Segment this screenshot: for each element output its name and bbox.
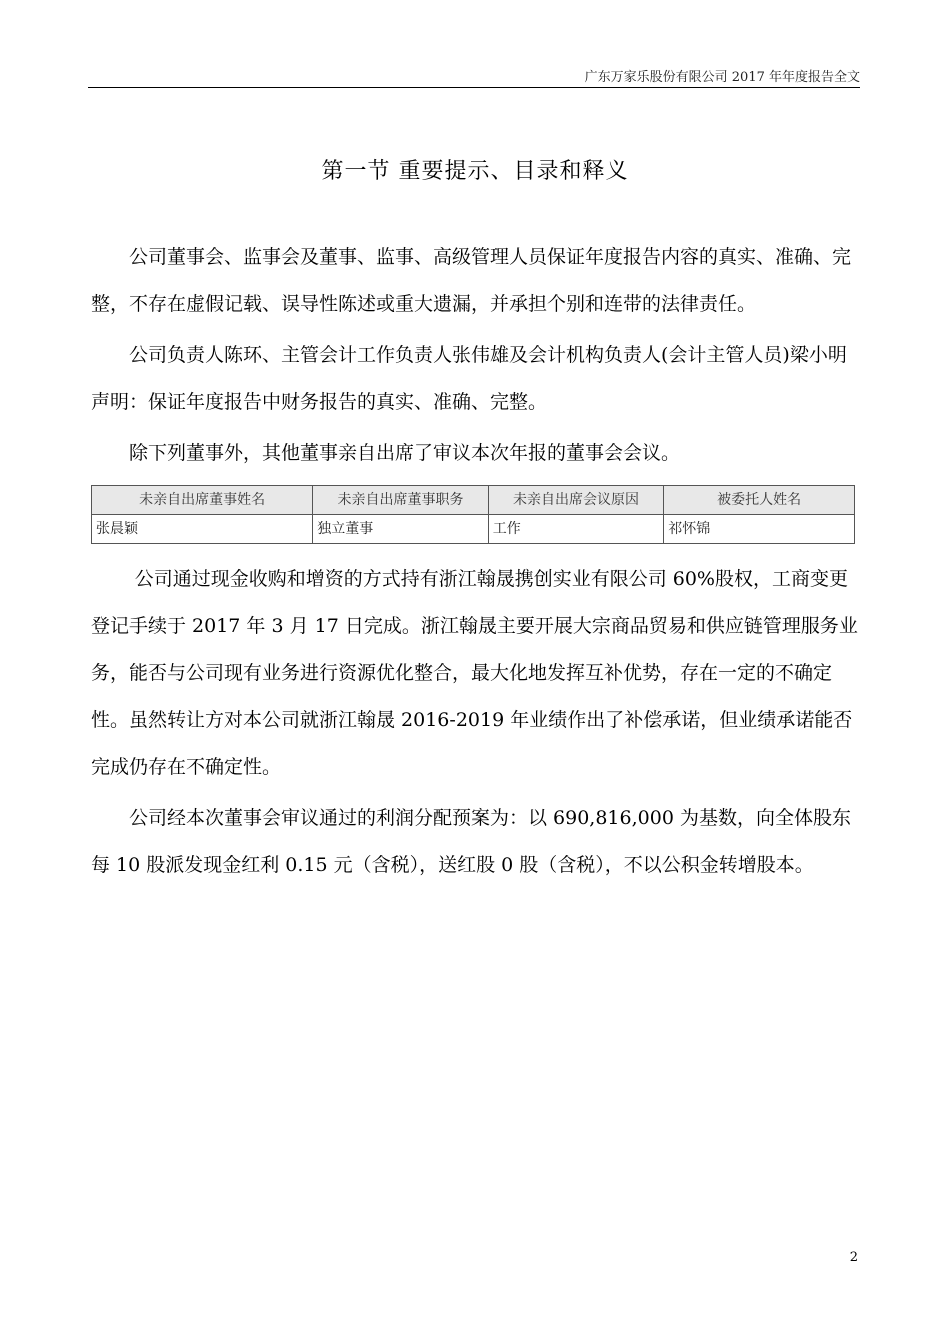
table-header-row	[92, 486, 855, 515]
column-header-reason: 未亲自出席会议原因	[488, 486, 663, 515]
statement-paragraph-financial: 公司负责人陈环、主管会计工作负责人张伟雄及会计机构负责人(会计主管人员)梁小明声明：保证年度报告中财务报告的真实、准确、完整。	[91, 344, 847, 413]
document-header-title: 广东万家乐股份有限公司 2017 年年度报告全文	[584, 70, 860, 85]
statement-paragraph-board: 公司董事会、监事会及董事、监事、高级管理人员保证年度报告内容的真实、准确、完整，不存在虚假记载、误导性陈述或重大遗漏，并承担个别和连带的法律责任。	[91, 246, 852, 315]
column-header-position: 未亲自出席董事职务	[313, 486, 488, 515]
header-divider	[88, 87, 860, 88]
section-title: 第一节 重要提示、目录和释义	[321, 159, 629, 184]
column-header-proxy: 被委托人姓名	[664, 486, 855, 515]
column-header-name: 未亲自出席董事姓名	[92, 486, 313, 515]
absent-directors-table	[91, 485, 855, 544]
table-row	[92, 515, 855, 544]
statement-paragraph-attendance: 除下列董事外，其他董事亲自出席了审议本次年报的董事会会议。	[129, 442, 681, 464]
cell-director-position: 独立董事	[313, 515, 488, 544]
document-body	[91, 234, 861, 889]
statement-paragraph-dividend: 公司经本次董事会审议通过的利润分配预案为：以 690,816,000 为基数，向全体股东每 10 股派发现金红利 0.15 元（含税），送红股 0 股（含税），不以公积金转增股本。	[91, 807, 851, 876]
cell-director-name: 张晨颖	[92, 515, 313, 544]
cell-absence-reason: 工作	[488, 515, 663, 544]
statement-paragraph-acquisition: 公司通过现金收购和增资的方式持有浙江翰晟携创实业有限公司 60%股权，工商变更登记手续于 2017 年 3 月 17 日完成。浙江翰晟主要开展大宗商品贸易和供应链管理服务业务，能否与公司现有业务进行资源优化整合，最大化地发挥互补优势，存在一定的不确定性。虽然转让方对本公司就浙江翰晟 2016-2019 年业绩作出了补偿承诺，但业绩承诺能否完成仍存在不确定性。	[91, 568, 858, 778]
page-number: 2	[849, 1250, 858, 1265]
cell-proxy-name: 祁怀锦	[664, 515, 855, 544]
